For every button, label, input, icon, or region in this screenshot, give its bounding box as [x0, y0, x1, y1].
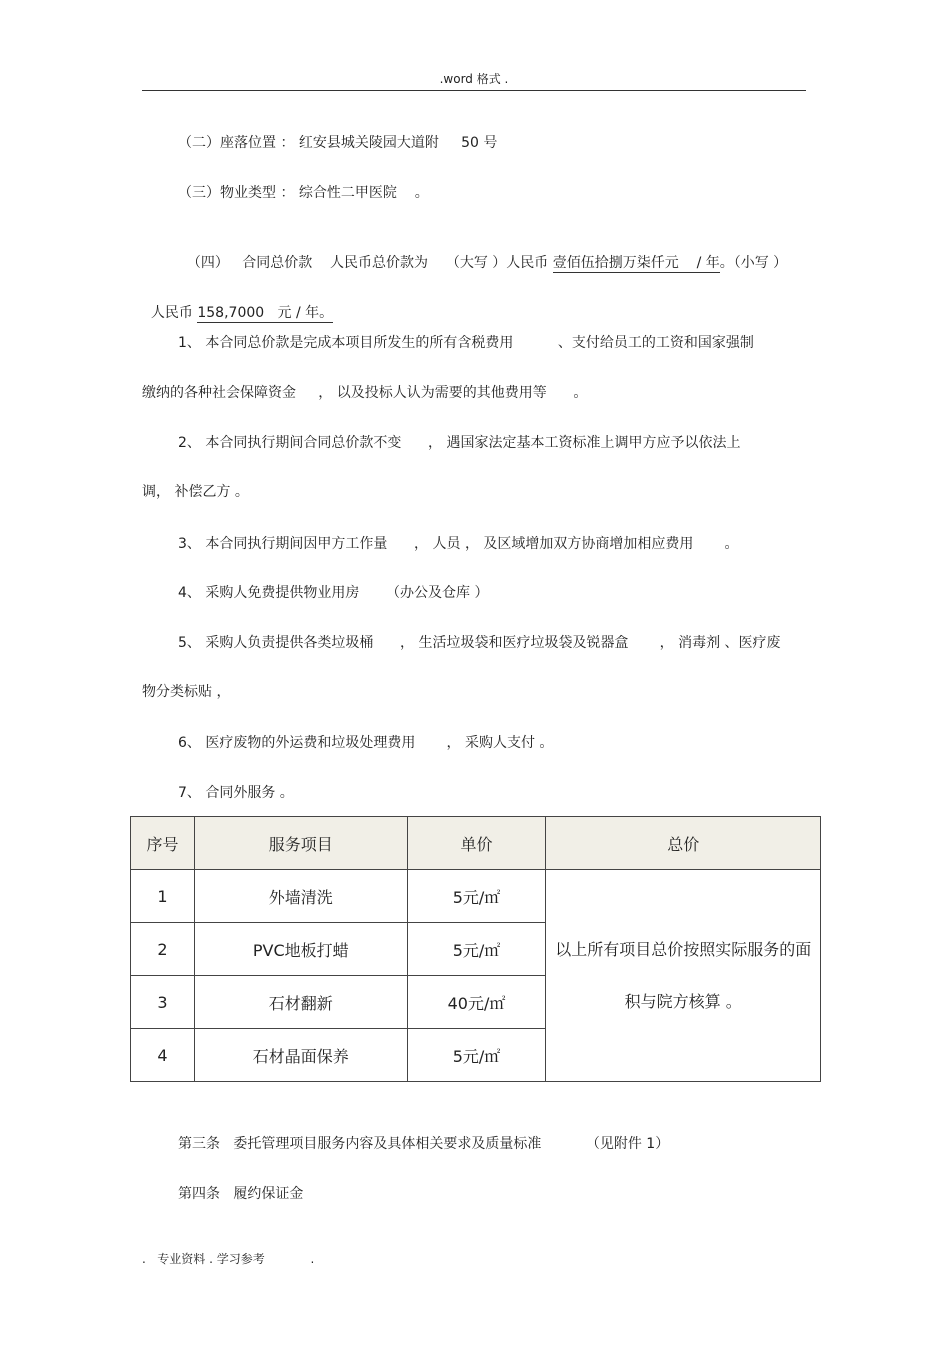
property-type-line: （三）物业类型 ： 综合性二甲医院 。 [178, 185, 429, 201]
contract-price-amount-words: 壹佰伍拾捌万柒仟元 / 年 [552, 255, 720, 271]
contract-price-suffix: 。（小写 ） [719, 255, 788, 271]
clause-5-line-2: 物分类标贴 ， [142, 684, 231, 700]
row-index: 1 [131, 870, 195, 923]
row-index: 3 [131, 976, 195, 1029]
row-unit-price: 40元/㎡ [407, 976, 546, 1029]
clause-3-line: 3、 本合同执行期间因甲方工作量 ， 人员 ， 及区域增加双方协商增加相应费用 。 [178, 536, 739, 552]
article-4-line: 第四条 履约保证金 [178, 1186, 304, 1202]
clause-6-line: 6、 医疗废物的外运费和垃圾处理费用 ， 采购人支付 。 [178, 735, 554, 751]
header-divider [142, 90, 806, 91]
row-unit-price: 5元/㎡ [407, 870, 546, 923]
contract-price-figures-prefix: 人民币 [150, 305, 198, 321]
row-index: 4 [131, 1029, 195, 1082]
contract-price-amount-figures: 158,7000 元 / 年。 [197, 305, 334, 321]
contract-price-line [178, 233, 787, 273]
header-total-price: 总价 [546, 817, 821, 870]
header-unit-price: 单价 [407, 817, 546, 870]
clause-1-line-1: 1、 本合同总价款是完成本项目所发生的所有含税费用 、支付给员工的工资和国家强制 [178, 335, 754, 351]
page-header: .word 格式 . [439, 72, 509, 86]
row-service-item: PVC地板打蜡 [194, 923, 407, 976]
row-service-item: 外墙清洗 [194, 870, 407, 923]
row-service-item: 石材翻新 [194, 976, 407, 1029]
header-service-item: 服务项目 [194, 817, 407, 870]
clause-5-line-1: 5、 采购人负责提供各类垃圾桶 ， 生活垃圾袋和医疗垃圾袋及锐器盒 ， 消毒剂 、医疗废 [178, 635, 781, 651]
location-line: （二）座落位置 ： 红安县城关陵园大道附 50 号 [178, 135, 498, 151]
clause-2-line-2: 调， 补偿乙方 。 [142, 484, 249, 500]
clause-1-line-2: 缴纳的各种社会保障资金 ， 以及投标人认为需要的其他费用等 。 [142, 385, 588, 401]
table-header-row [131, 817, 821, 870]
row-index: 2 [131, 923, 195, 976]
clause-4-line: 4、 采购人免费提供物业用房 （办公及仓库 ） [178, 585, 489, 601]
row-unit-price: 5元/㎡ [407, 923, 546, 976]
clause-2-line-1: 2、 本合同执行期间合同总价款不变 ， 遇国家法定基本工资标准上调甲方应予以依法上 [178, 435, 741, 451]
total-price-note: 以上所有项目总价按照实际服务的面积与院方核算 。 [546, 870, 821, 1082]
contract-price-prefix: （四） 合同总价款 人民币总价款为 （大写 ）人民币 [186, 255, 553, 271]
row-service-item: 石材晶面保养 [194, 1029, 407, 1082]
contract-price-figures-line [142, 283, 333, 323]
service-price-table [130, 816, 821, 1082]
page-footer: . 专业资料 . 学习参考 . [142, 1252, 315, 1266]
header-index: 序号 [131, 817, 195, 870]
clause-7-line: 7、 合同外服务 。 [178, 785, 294, 801]
row-unit-price: 5元/㎡ [407, 1029, 546, 1082]
article-3-line: 第三条 委托管理项目服务内容及具体相关要求及质量标准 （见附件 1） [178, 1136, 670, 1152]
table-row [131, 870, 821, 923]
